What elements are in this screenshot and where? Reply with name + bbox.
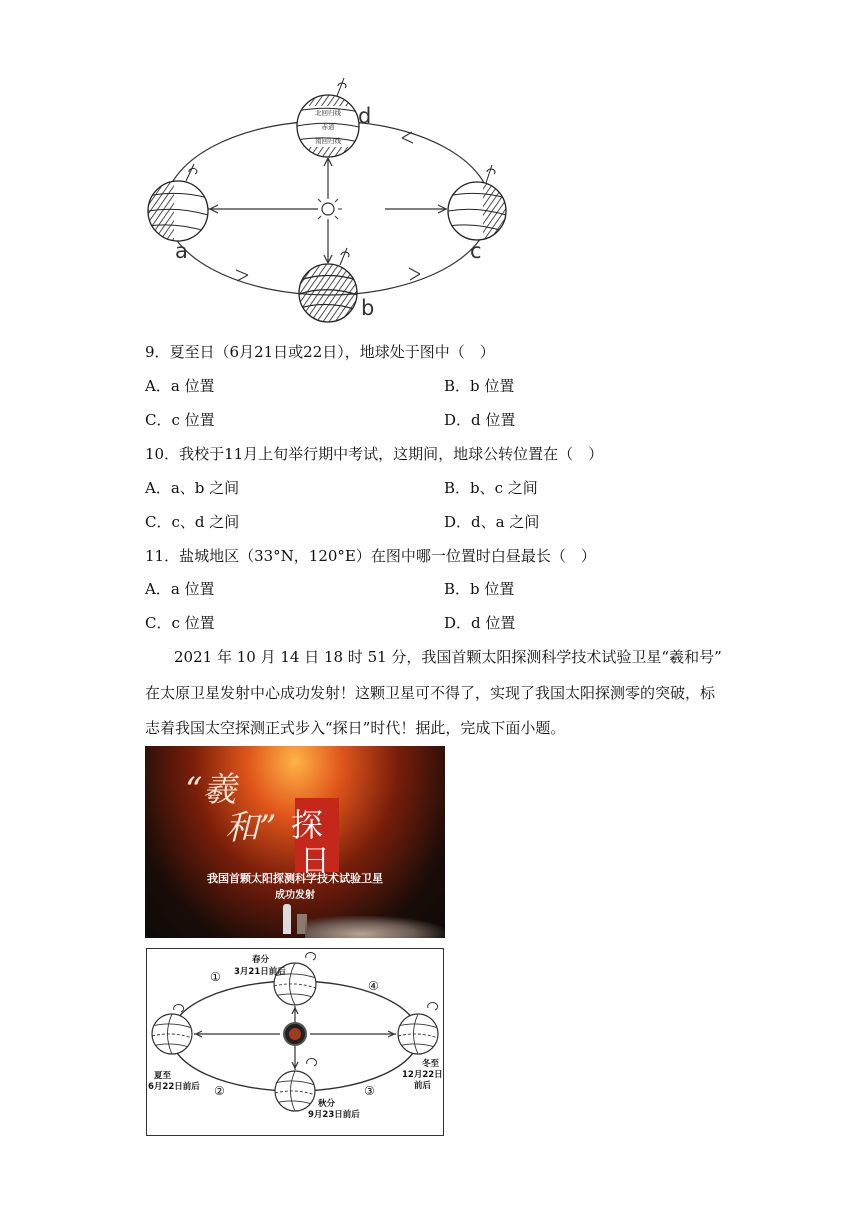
d-tropic-cancer-label: 北回归线 bbox=[315, 109, 341, 117]
orbit-arrow-bottom-right bbox=[409, 268, 420, 280]
label-summer: 夏至 bbox=[154, 1071, 172, 1081]
label-winter-date-1: 12月22日 bbox=[402, 1070, 443, 1080]
seasons-orbit-diagram bbox=[146, 948, 444, 1136]
q9-option-d[interactable]: D．d 位置 bbox=[444, 411, 516, 429]
label-b: b bbox=[361, 296, 375, 320]
orbit-arrow-bottom-left bbox=[236, 270, 248, 281]
q9-option-c[interactable]: C．c 位置 bbox=[145, 411, 215, 429]
q9-stem: 9．夏至日（6月21日或22日），地球处于图中（ ） bbox=[145, 343, 495, 361]
label-d: d bbox=[358, 104, 372, 128]
q10-stem: 10．我校于11月上旬举行期中考试，这期间，地球公转位置在（ ） bbox=[145, 445, 604, 463]
poster-title-1: “羲 bbox=[185, 770, 237, 810]
q10-option-c[interactable]: C．c、d 之间 bbox=[145, 513, 240, 531]
passage-line-2: 在太原卫星发射中心成功发射！这颗卫星可不得了，实现了我国太阳探测零的突破，标 bbox=[145, 684, 716, 702]
d-equator-label: 赤道 bbox=[321, 123, 335, 131]
rocket-icon bbox=[283, 904, 291, 934]
label-autumn-date: 9月23日前后 bbox=[308, 1110, 360, 1120]
q10-option-b[interactable]: B．b、c 之间 bbox=[444, 479, 538, 497]
q11-option-d[interactable]: D．d 位置 bbox=[444, 614, 516, 632]
poster-title-2: 和” bbox=[225, 808, 277, 848]
d-tropic-capricorn-label: 南回归线 bbox=[315, 137, 341, 145]
q9-option-b[interactable]: B．b 位置 bbox=[444, 377, 515, 395]
poster-subtitle-2: 成功发射 bbox=[275, 890, 315, 901]
label-winter-date-2: 前后 bbox=[414, 1081, 432, 1091]
q11-option-b[interactable]: B．b 位置 bbox=[444, 580, 515, 598]
q11-option-c[interactable]: C．c 位置 bbox=[145, 614, 215, 632]
launch-smoke bbox=[305, 916, 445, 938]
label-autumn: 秋分 bbox=[318, 1099, 336, 1109]
q11-stem: 11．盐城地区（33°N，120°E）在图中哪一位置时白昼最长（ ） bbox=[145, 547, 596, 565]
label-summer-date: 6月22日前后 bbox=[148, 1082, 200, 1092]
label-spring: 春分 bbox=[252, 955, 270, 965]
sun-icon bbox=[314, 195, 342, 223]
passage-line-3: 志着我国太空探测正式步入“探日”时代！据此，完成下面小题。 bbox=[145, 719, 566, 737]
orbit-diagram-abcd bbox=[140, 68, 540, 333]
xihe-launch-poster bbox=[145, 746, 445, 938]
q10-option-d[interactable]: D．d、a 之间 bbox=[444, 513, 540, 531]
segment-1: ① bbox=[210, 970, 221, 984]
q9-option-a[interactable]: A．a 位置 bbox=[145, 377, 215, 395]
earth-globe-a bbox=[148, 164, 208, 248]
label-winter: 冬至 bbox=[422, 1059, 440, 1069]
poster-title-3: 探 bbox=[291, 806, 324, 844]
segment-2: ② bbox=[214, 1084, 225, 1098]
label-spring-date: 3月21日前后 bbox=[234, 967, 286, 977]
earth-summer bbox=[152, 1004, 192, 1054]
label-c: c bbox=[470, 239, 482, 263]
passage-line-1: 2021 年 10 月 14 日 18 时 51 分，我国首颗太阳探测科学技术试验卫星“羲和号” bbox=[174, 648, 722, 666]
poster-subtitle-1: 我国首颗太阳探测科学技术试验卫星 bbox=[207, 872, 383, 885]
q11-option-a[interactable]: A．a 位置 bbox=[145, 580, 215, 598]
poster-title-4: 日 bbox=[300, 844, 330, 879]
label-a: a bbox=[175, 239, 188, 263]
q10-option-a[interactable]: A．a、b 之间 bbox=[145, 479, 240, 497]
earth-spring bbox=[274, 952, 316, 1005]
earth-globe-d bbox=[297, 78, 359, 161]
segment-3: ③ bbox=[364, 1084, 375, 1098]
segment-4: ④ bbox=[368, 979, 379, 993]
